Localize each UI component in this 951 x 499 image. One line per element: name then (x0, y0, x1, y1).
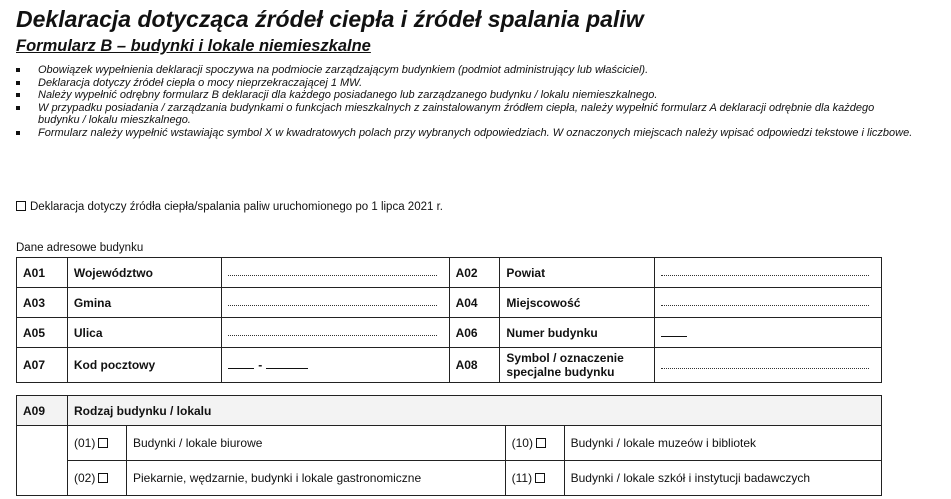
form-subtitle: Formularz B – budynki i lokale niemieszkalne (16, 37, 371, 55)
declaration-label: Deklaracja dotyczy źródła ciepła/spalania paliw uruchomionego po 1 lipca 2021 r. (30, 201, 443, 213)
postal-code-separator: - (258, 358, 263, 372)
building-type-table (16, 395, 882, 496)
dotted-line (228, 269, 436, 276)
field-label: Symbol / oznaczenie specjalne budynku (500, 348, 654, 383)
dotted-line (228, 329, 436, 336)
option-checkbox[interactable] (98, 438, 108, 448)
table-row (17, 318, 882, 348)
instruction-item: Należy wypełnić odrębny formularz B deklaracji dla każdego posiadanego lub zarządzanego budynku / lokalu niemieszkalnego. (16, 89, 916, 102)
option-checkbox[interactable] (535, 473, 545, 483)
field-code: A08 (449, 348, 500, 383)
field-code: A09 (17, 396, 68, 426)
table-row (17, 426, 882, 461)
field-code: A07 (17, 348, 68, 383)
table-row (17, 461, 882, 496)
instruction-item: W przypadku posiadania / zarządzania budynkami o funkcjach mieszkalnych z zainstalowanym źródłem ciepła, należy wypełnić formularz A deklaracji odrębnie dla każdego budynku / lokalu mieszkalnego. (16, 102, 916, 127)
instruction-item: Deklaracja dotyczy źródeł ciepła o mocy nieprzekraczającej 1 MW. (16, 77, 916, 90)
field-label: Numer budynku (500, 318, 654, 348)
option-number: (02) (74, 471, 96, 485)
option-label: Piekarnie, wędzarnie, budynki i lokale gastronomiczne (127, 461, 506, 496)
declaration-checkbox[interactable] (16, 201, 26, 211)
short-underline (661, 328, 687, 337)
option-01[interactable] (68, 426, 127, 461)
option-10[interactable] (505, 426, 564, 461)
voivodeship-input[interactable] (222, 258, 449, 288)
option-checkbox[interactable] (536, 438, 546, 448)
table-row (17, 258, 882, 288)
form-title: Deklaracja dotycząca źródeł ciepła i źródeł spalania paliw (16, 6, 644, 32)
field-label: Ulica (67, 318, 221, 348)
instructions-list (16, 64, 916, 139)
field-code: A04 (449, 288, 500, 318)
street-input[interactable] (222, 318, 449, 348)
dotted-line (661, 299, 869, 306)
building-number-input[interactable] (654, 318, 881, 348)
field-label: Rodzaj budynku / lokalu (68, 396, 882, 426)
option-number: (01) (74, 436, 96, 450)
dotted-line (661, 362, 869, 369)
postal-code-part2 (266, 360, 308, 369)
county-input[interactable] (654, 258, 881, 288)
field-code: A02 (449, 258, 500, 288)
field-label: Kod pocztowy (67, 348, 221, 383)
table-row (17, 348, 882, 383)
option-label: Budynki / lokale szkół i instytucji badawczych (564, 461, 881, 496)
dotted-line (228, 299, 436, 306)
building-symbol-input[interactable] (654, 348, 881, 383)
address-section-label: Dane adresowe budynku (16, 242, 144, 254)
option-label: Budynki / lokale muzeów i bibliotek (564, 426, 881, 461)
municipality-input[interactable] (222, 288, 449, 318)
instruction-item: Formularz należy wypełnić wstawiając symbol X w kwadratowych polach przy wybranych odpowiedziach. W oznaczonych miejscach należy wpisać odpowiedzi tekstowe i liczbowe. (16, 127, 916, 140)
option-checkbox[interactable] (98, 473, 108, 483)
option-label: Budynki / lokale biurowe (127, 426, 506, 461)
field-code: A05 (17, 318, 68, 348)
option-number: (10) (511, 436, 533, 450)
locality-input[interactable] (654, 288, 881, 318)
option-number: (11) (511, 471, 533, 485)
postal-code-part1 (228, 360, 254, 369)
field-code: A03 (17, 288, 68, 318)
field-label: Województwo (67, 258, 221, 288)
field-label: Powiat (500, 258, 654, 288)
instruction-item: Obowiązek wypełnienia deklaracji spoczywa na podmiocie zarządzającym budynkiem (podmiot administrujący lub właściciel). (16, 64, 916, 77)
declaration-row (16, 201, 443, 213)
option-02[interactable] (68, 461, 127, 496)
empty-cell (17, 426, 68, 496)
field-code: A01 (17, 258, 68, 288)
dotted-line (661, 269, 869, 276)
field-code: A06 (449, 318, 500, 348)
option-11[interactable] (505, 461, 564, 496)
table-row (17, 288, 882, 318)
field-label: Gmina (67, 288, 221, 318)
postal-code-input[interactable] (222, 348, 449, 383)
field-label: Miejscowość (500, 288, 654, 318)
table-row (17, 396, 882, 426)
address-table (16, 257, 882, 383)
